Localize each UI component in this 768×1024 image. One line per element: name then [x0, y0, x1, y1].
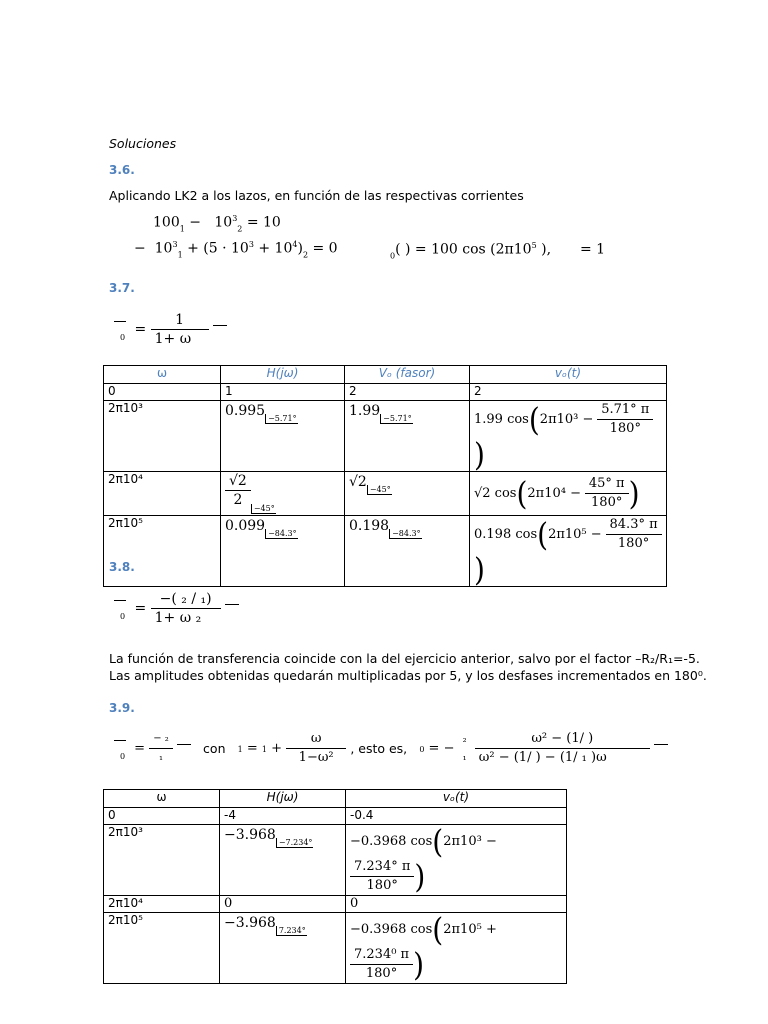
eq3-source: ( ) = 100 cos (2π10 — [395, 241, 532, 258]
vt-phase-numerator: 84.3° π — [606, 516, 662, 535]
s38-denominator: 1+ ω ₂ — [154, 610, 202, 626]
s37-numerator: 1 — [151, 311, 209, 330]
cell-h — [221, 472, 345, 516]
eq2-coef-c: + 10 — [258, 240, 293, 257]
cell-h — [220, 913, 346, 984]
cell-vt: √2 cos(2π10⁴ − $\frac{45^\circ \pi}{180^\circ}$ ) — [470, 472, 667, 516]
vt-phase-numerator: 7.234⁰ π — [350, 946, 413, 965]
cell-h: 1 — [221, 384, 345, 401]
heading-3-8: 3.8. — [109, 560, 135, 574]
vo-magnitude: √2 — [349, 474, 367, 490]
vt-argument: 2π10⁴ — [527, 486, 566, 501]
h-angle: −5.71° — [265, 414, 298, 424]
f3-numerator: ω² − (1/ ) — [475, 730, 650, 749]
vt-phase-numerator: 7.234° π — [350, 858, 414, 877]
table-row — [104, 913, 567, 984]
h-magnitude: −3.968 — [224, 915, 276, 931]
vt-sign: − — [485, 834, 497, 849]
s37-col-h: H(jω) — [221, 366, 345, 384]
eq3-close: ), — [541, 241, 552, 258]
vt-amplitude: 0.198 cos — [474, 527, 538, 542]
cell-omega: 2π10⁵ — [104, 913, 220, 984]
solutions-title: Soluciones — [109, 136, 177, 151]
vt-phase-denominator: 180° — [617, 536, 650, 551]
cell-h — [221, 516, 345, 587]
s36-equation-2: − $10^3_1 + (5 \cdot 10^3 + 10^4)_2 = 0$ — [134, 240, 338, 260]
table-row — [104, 384, 667, 401]
cell-vo: 2 — [345, 384, 470, 401]
cell-omega: 2π10⁵ — [104, 516, 221, 587]
s37-transfer-function: 0 = $\frac{1}{1+ \omega}$ — [112, 311, 227, 348]
cell-vt: −0.3968 cos(2π10³ − $\frac{7.234^\circ \pi}{180^\circ}$ ) — [346, 825, 567, 896]
s37-table — [103, 365, 667, 587]
h-angle: −45° — [251, 504, 276, 514]
vt-amplitude: √2 cos — [474, 486, 517, 501]
vt-argument: 2π10³ — [443, 834, 482, 849]
s39-esto-es: , esto es, — [350, 741, 408, 756]
vt-amplitude: 1.99 cos — [474, 412, 529, 427]
cell-omega: 2π10³ — [104, 825, 220, 896]
f2-denominator: 1−ω² — [298, 750, 334, 765]
h-magnitude: 0.099 — [225, 518, 266, 534]
s38-text-line-2: Las amplitudes obtenidas quedarán multiplicadas por 5, y los desfases incrementados en 180⁰. — [109, 668, 707, 683]
cell-omega: 2π10³ — [104, 401, 221, 472]
eq1-coef-b: 10 — [214, 214, 233, 231]
heading-3-7: 3.7. — [109, 281, 135, 295]
vt-phase-denominator: 180° — [609, 421, 641, 436]
cell-omega: 2π10⁴ — [104, 896, 220, 913]
cell-vt: 0.198 cos(2π10⁵ − $\frac{84.3^\circ \pi}{180^\circ}$ ) — [470, 516, 667, 587]
s39-con: con — [203, 741, 226, 756]
cell-omega: 0 — [104, 384, 221, 401]
eq3-rhs: = 1 — [579, 241, 606, 258]
vt-phase-denominator: 180° — [591, 495, 623, 510]
h-denominator: 2 — [233, 492, 243, 508]
table-row — [104, 896, 567, 913]
vt-phase-denominator: 180° — [365, 966, 398, 981]
s38-text-line-1: La función de transferencia coincide con la del ejercicio anterior, salvo por el factor –R₂/R₁=-5. — [109, 651, 700, 666]
cell-vo — [345, 401, 470, 472]
h-magnitude: 0 — [224, 896, 233, 911]
s39-col-h: H(jω) — [220, 790, 346, 808]
s39-frac-3 — [475, 730, 650, 767]
cell-vt: 1.99 cos(2π10³ − $\frac{5.71^\circ \pi}{180^\circ}$ ) — [470, 401, 667, 472]
cell-omega: 2π10⁴ — [104, 472, 221, 516]
s39-frac-3a: ₂ ₁ — [462, 733, 467, 763]
eq2-coef-a: 10 — [154, 240, 173, 257]
cell-vt: −0.3968 cos(2π10⁵ + $\frac{\text{7.234⁰ π}}{180^\circ}$ ) — [346, 913, 567, 984]
h-angle: −7.234° — [276, 838, 314, 848]
s39-frac-2 — [286, 730, 346, 767]
cell-omega: 0 — [104, 808, 220, 825]
h-magnitude: −3.968 — [224, 827, 276, 843]
s36-intro: Aplicando LK2 a los lazos, en función de las respectivas corrientes — [109, 188, 524, 203]
s39-col-omega: ω — [104, 790, 220, 808]
h-magnitude: √2 — [225, 472, 251, 491]
cell-vt: -0.4 — [346, 808, 567, 825]
vo-magnitude: 1.99 — [349, 403, 381, 419]
cell-vt: 2 — [470, 384, 667, 401]
f1-numerator: − ₂ — [149, 730, 173, 749]
cell-h — [220, 825, 346, 896]
s39-transfer-function: 0 = $\frac{\text{− ₂}}{\text{₁}}$ con 1 = 1 + $\frac{\omega}{\text{1−ω²}}$ , esto es, 0 = − ₂ ₁ $\frac{\text{ω² − (1/ )}}{\text{ω² − (1/ ) − (1/ ₁ )ω}}$ — [112, 730, 668, 767]
s39-frac-1 — [149, 730, 173, 767]
s36-equation-3: $_0$( ) = 100 $\cos (2\pi 10^5$ ), = 1 — [390, 241, 606, 261]
s38-fraction — [151, 590, 221, 627]
s39-table — [103, 789, 567, 984]
s39-col-vo-t: vₒ(t) — [346, 790, 567, 808]
eq1-rhs: = 10 — [246, 214, 281, 231]
vo-angle: −5.71° — [380, 414, 413, 424]
vt-argument: 2π10³ — [539, 412, 579, 427]
heading-3-9: 3.9. — [109, 701, 135, 715]
heading-3-6: 3.6. — [109, 163, 135, 177]
vt-phase-numerator: 45° π — [585, 475, 629, 494]
vt-amplitude: −0.3968 cos — [350, 834, 433, 849]
eq2-coef-b: + (5 · 10 — [187, 240, 249, 257]
h-angle: 7.234° — [276, 926, 307, 936]
s36-equation-1: $100_1 - 10^3_2 = 10$ — [153, 214, 281, 234]
vo-magnitude: 0.198 — [349, 518, 390, 534]
cell-vo — [345, 472, 470, 516]
table-row — [104, 401, 667, 472]
table-row — [104, 472, 667, 516]
s37-fraction — [151, 311, 209, 348]
vt-phase-denominator: 180° — [366, 878, 398, 893]
s38-transfer-function: 0 = $\frac{\text{−( ₂ / ₁)}}{\text{1+ ω ₂}}$ — [112, 590, 239, 627]
vt-amplitude: −0.3968 cos — [350, 922, 433, 937]
cell-vo — [345, 516, 470, 587]
f3-denominator: ω² − (1/ ) − (1/ ₁ )ω — [478, 750, 607, 765]
h-angle: −84.3° — [265, 529, 298, 539]
cell-h — [221, 401, 345, 472]
cell-h: -4 — [220, 808, 346, 825]
vt-argument: 2π10⁵ — [548, 527, 587, 542]
vt-amplitude: 0 — [350, 896, 359, 911]
s37-denominator: 1+ ω — [154, 331, 192, 347]
table-row — [104, 808, 567, 825]
vt-sign: + — [485, 922, 497, 937]
vo-angle: −84.3° — [389, 529, 422, 539]
vt-argument: 2π10⁵ — [443, 922, 482, 937]
s37-col-vo-t: vₒ(t) — [470, 366, 667, 384]
f2-numerator: ω — [286, 730, 346, 749]
s38-numerator: −( ₂ / ₁) — [151, 590, 221, 609]
cell-vt — [346, 896, 567, 913]
eq1-coef-a: 100 — [153, 214, 180, 231]
s37-col-omega: ω — [104, 366, 221, 384]
f1-denominator: ₁ — [158, 752, 163, 763]
table-row — [104, 825, 567, 896]
table-row — [104, 516, 667, 587]
eq2-rhs: = 0 — [312, 240, 338, 257]
vo-angle: −45° — [367, 485, 392, 495]
s37-col-vo-phasor: Vₒ (fasor) — [345, 366, 470, 384]
vt-phase-numerator: 5.71° π — [597, 401, 653, 420]
h-magnitude: 0.995 — [225, 403, 266, 419]
cell-h — [220, 896, 346, 913]
